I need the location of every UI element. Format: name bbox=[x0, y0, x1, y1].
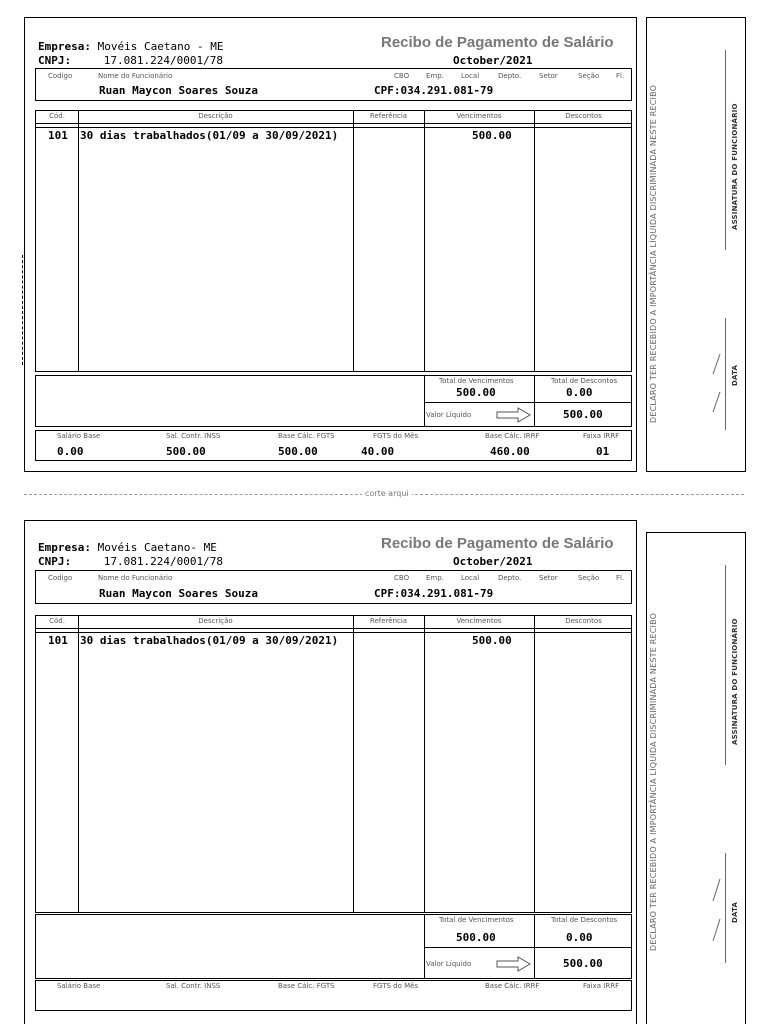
nome-label: Nome do Funcionário bbox=[98, 574, 173, 582]
employee-cpf: CPF:034.291.081-79 bbox=[374, 84, 494, 97]
totals-box bbox=[35, 914, 632, 979]
emp-label: Emp. bbox=[426, 574, 444, 582]
total-desc-label: Total de Descontos bbox=[551, 377, 618, 385]
cnpj-line bbox=[38, 54, 223, 67]
sal-contr-inss-label: Sal. Contr. INSS bbox=[166, 982, 221, 990]
declaro-text: DECLARO TER RECEBIDO A IMPORTÂNCIA LÍQUIDA DISCRIMINADA NESTE RECIBO bbox=[649, 612, 658, 951]
employee-box bbox=[35, 68, 632, 101]
nome-label: Nome do Funcionário bbox=[98, 72, 173, 80]
salario-base-label: Salário Base bbox=[57, 982, 101, 990]
liquido-value: 500.00 bbox=[563, 408, 603, 421]
items-table bbox=[35, 615, 632, 913]
left-cut-guide bbox=[22, 255, 23, 365]
total-desc-value: 0.00 bbox=[566, 931, 593, 944]
depto-label: Depto. bbox=[498, 72, 522, 80]
sal-contr-inss-label: Sal. Contr. INSS bbox=[166, 432, 221, 440]
salario-base-label: Salário Base bbox=[57, 432, 101, 440]
cbo-label: CBO bbox=[394, 72, 410, 80]
company-label: Empresa: bbox=[38, 541, 91, 554]
setor-label: Setor bbox=[539, 574, 558, 582]
cnpj-value: 17.081.224/0001/78 bbox=[103, 555, 223, 568]
col-descontos: Descontos bbox=[565, 112, 602, 120]
signature-line bbox=[725, 50, 726, 250]
local-label: Local bbox=[461, 574, 480, 582]
receipt-1 bbox=[24, 17, 744, 472]
row-cod: 101 bbox=[48, 634, 68, 647]
signature-strip bbox=[646, 17, 746, 472]
fgts-mes-label: FGTS do Mês bbox=[373, 432, 419, 440]
date-slashes bbox=[711, 348, 723, 418]
liquido-label: Valor Líquido bbox=[426, 960, 472, 968]
col-descricao: Descrição bbox=[198, 617, 233, 625]
total-desc-value: 0.00 bbox=[566, 386, 593, 399]
receipt-title: Recibo de Pagamento de Salário bbox=[381, 535, 614, 552]
declaro-text: DECLARO TER RECEBIDO A IMPORTÂNCIA LÍQUIDA DISCRIMINADA NESTE RECIBO bbox=[649, 84, 658, 423]
base-fgts-value: 500.00 bbox=[278, 445, 318, 458]
base-irrf-label: Base Cálc. IRRF bbox=[485, 982, 540, 990]
cnpj-line bbox=[38, 555, 223, 568]
cbo-label: CBO bbox=[394, 574, 410, 582]
row-cod: 101 bbox=[48, 129, 68, 142]
cut-line-label: corte arqui bbox=[362, 489, 412, 498]
local-label: Local bbox=[461, 72, 480, 80]
secao-label: Seção bbox=[578, 72, 600, 80]
cnpj-label: CNPJ: bbox=[38, 555, 72, 568]
secao-label: Seção bbox=[578, 574, 600, 582]
receipt-2 bbox=[24, 520, 744, 1024]
faixa-irrf-label: Faixa IRRF bbox=[583, 982, 620, 990]
totals-box bbox=[35, 375, 632, 427]
col-referencia: Referência bbox=[369, 112, 408, 120]
company-label: Empresa: bbox=[38, 40, 91, 53]
base-irrf-value: 460.00 bbox=[490, 445, 530, 458]
cnpj-value: 17.081.224/0001/78 bbox=[103, 54, 223, 67]
date-line bbox=[725, 318, 726, 430]
arrow-right-icon bbox=[496, 956, 532, 972]
fgts-mes-label: FGTS do Mês bbox=[373, 982, 419, 990]
period: October/2021 bbox=[453, 54, 533, 67]
base-irrf-label: Base Cálc. IRRF bbox=[485, 432, 540, 440]
col-descontos: Descontos bbox=[565, 617, 602, 625]
receipt-main-panel bbox=[24, 17, 637, 472]
row-descricao: 30 dias trabalhados(01/09 a 30/09/2021) bbox=[80, 129, 339, 142]
salario-base-value: 0.00 bbox=[57, 445, 84, 458]
faixa-irrf-value: 01 bbox=[596, 445, 610, 458]
total-venc-label: Total de Vencimentos bbox=[439, 377, 514, 385]
total-venc-label: Total de Vencimentos bbox=[439, 916, 514, 924]
col-referencia: Referência bbox=[369, 617, 408, 625]
fl-label: Fl. bbox=[616, 574, 625, 582]
signature-line bbox=[725, 565, 726, 765]
sal-contr-inss-value: 500.00 bbox=[166, 445, 206, 458]
arrow-right-icon bbox=[496, 407, 532, 423]
codigo-label: Codigo bbox=[48, 72, 73, 80]
base-fgts-label: Base Cálc. FGTS bbox=[278, 982, 335, 990]
cnpj-label: CNPJ: bbox=[38, 54, 72, 67]
base-fgts-label: Base Cálc. FGTS bbox=[278, 432, 335, 440]
emp-label: Emp. bbox=[426, 72, 444, 80]
company-line bbox=[38, 541, 217, 554]
faixa-irrf-label: Faixa IRRF bbox=[583, 432, 620, 440]
date-slashes bbox=[711, 873, 723, 948]
codigo-label: Codigo bbox=[48, 574, 73, 582]
items-table bbox=[35, 110, 632, 372]
employee-box bbox=[35, 570, 632, 604]
col-cod: Cód. bbox=[49, 617, 65, 625]
data-label: DATA bbox=[731, 364, 739, 386]
company-line bbox=[38, 40, 223, 53]
liquido-value: 500.00 bbox=[563, 957, 603, 970]
col-vencimentos: Vencimentos bbox=[456, 617, 502, 625]
total-venc-value: 500.00 bbox=[456, 386, 496, 399]
setor-label: Setor bbox=[539, 72, 558, 80]
employee-cpf: CPF:034.291.081-79 bbox=[374, 587, 494, 600]
col-descricao: Descrição bbox=[198, 112, 233, 120]
employee-name: Ruan Maycon Soares Souza bbox=[99, 84, 258, 97]
footer-box bbox=[35, 980, 632, 1011]
row-vencimentos: 500.00 bbox=[472, 129, 512, 142]
assinatura-label: ASSINATURA DO FUNCIONÁRIO bbox=[731, 618, 739, 745]
date-line bbox=[725, 853, 726, 963]
total-desc-label: Total de Descontos bbox=[551, 916, 618, 924]
fgts-mes-value: 40.00 bbox=[361, 445, 395, 458]
company-name: Movéis Caetano - ME bbox=[97, 40, 224, 53]
signature-strip bbox=[646, 532, 746, 1024]
receipt-main-panel bbox=[24, 520, 637, 1024]
liquido-label: Valor Líquido bbox=[426, 411, 472, 419]
row-vencimentos: 500.00 bbox=[472, 634, 512, 647]
employee-name: Ruan Maycon Soares Souza bbox=[99, 587, 258, 600]
period: October/2021 bbox=[453, 555, 533, 568]
depto-label: Depto. bbox=[498, 574, 522, 582]
receipt-title: Recibo de Pagamento de Salário bbox=[381, 34, 614, 51]
fl-label: Fl. bbox=[616, 72, 625, 80]
data-label: DATA bbox=[731, 901, 739, 923]
assinatura-label: ASSINATURA DO FUNCIONÁRIO bbox=[731, 103, 739, 230]
col-cod: Cód. bbox=[49, 112, 65, 120]
total-venc-value: 500.00 bbox=[456, 931, 496, 944]
company-name: Movéis Caetano- ME bbox=[97, 541, 217, 554]
footer-box bbox=[35, 430, 632, 461]
row-descricao: 30 dias trabalhados(01/09 a 30/09/2021) bbox=[80, 634, 339, 647]
col-vencimentos: Vencimentos bbox=[456, 112, 502, 120]
